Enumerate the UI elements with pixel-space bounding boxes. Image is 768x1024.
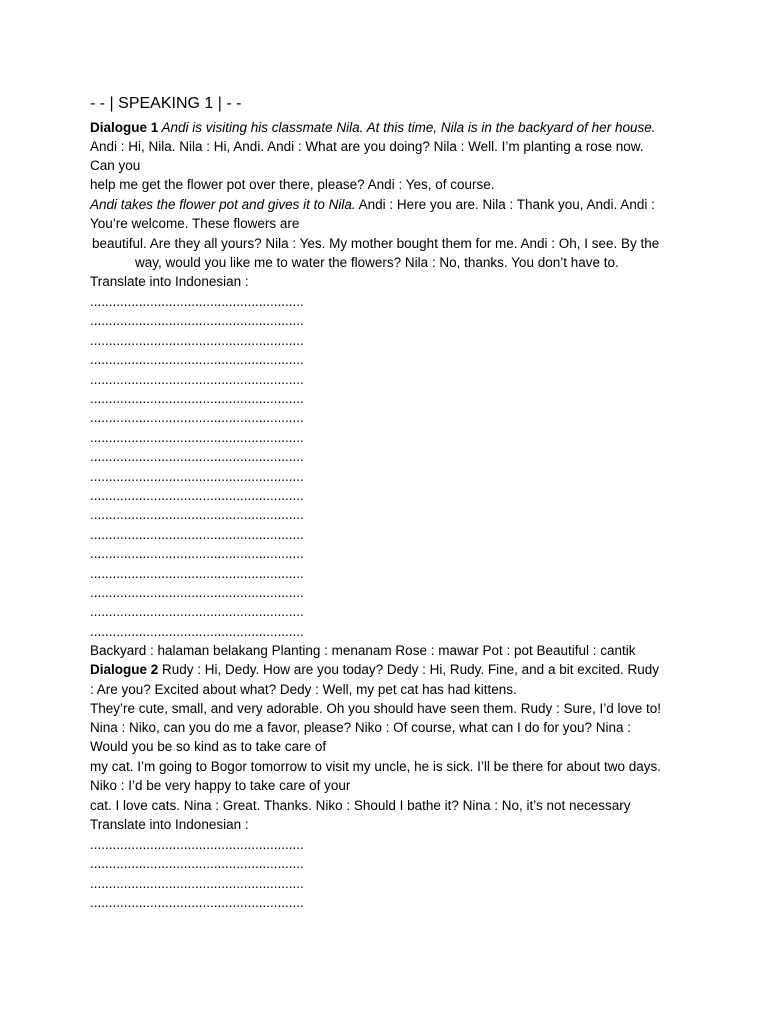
answer-dotted-line: ......................................................... — [90, 507, 304, 523]
dialogue2-line: Nina : Niko, can you do me a favor, please? Niko : Of course, what can I do for you? Nina : — [90, 720, 632, 735]
dialogue1-stage-line — [90, 195, 655, 214]
answer-dotted-line: ......................................................... — [90, 526, 304, 542]
dialogue1-line: help me get the flower pot over there, please? Andi : Yes, of course. — [90, 177, 495, 192]
dialogue2-first-line — [90, 660, 659, 679]
dialogue2-line: my cat. I’m going to Bogor tomorrow to visit my uncle, he is sick. I’ll be there for about two days. — [90, 759, 661, 774]
answer-dotted-line: ......................................................... — [90, 391, 304, 406]
answer-dotted-line: ......................................................... — [90, 837, 304, 852]
answer-dotted-line: ......................................................... — [90, 546, 304, 562]
answer-dotted-line: ......................................................... — [90, 856, 304, 872]
dialogue1-intro: Andi is visiting his classmate Nila. At this time, Nila is in the backyard of her house. — [158, 120, 656, 135]
dialogue2-line: cat. I love cats. Nina : Great. Thanks. Niko : Should I bathe it? Nina : No, it’s not necessary — [90, 798, 631, 813]
answer-dotted-line: ......................................................... — [90, 623, 304, 639]
dialogue1-line: way, would you like me to water the flowers? Nila : No, thanks. You don’t have to. — [135, 255, 619, 270]
dialogue2-line: They’re cute, small, and very adorable. Oh you should have seen them. Rudy : Sure, I’d love to! — [90, 701, 662, 716]
dialogue1-line: Andi : Here you are. Nila : Thank you, Andi. Andi : — [355, 197, 655, 212]
translate-instruction-1: Translate into Indonesian : — [90, 274, 249, 289]
answer-dotted-line: ......................................................... — [90, 604, 304, 620]
dialogue2-line: Would you be so kind as to take care of — [90, 739, 327, 754]
answer-dotted-line: ......................................................... — [90, 313, 304, 329]
translate-instruction-2: Translate into Indonesian : — [90, 817, 249, 832]
dialogue2-label: Dialogue 2 — [90, 662, 159, 677]
answer-dotted-line: ......................................................... — [90, 429, 304, 445]
dialogue1-stage-direction: Andi takes the flower pot and gives it to Nila. — [90, 197, 356, 212]
answer-dotted-line: ......................................................... — [90, 875, 304, 891]
dialogue2-line: : Are you? Excited about what? Dedy : Well, my pet cat has had kittens. — [90, 682, 517, 697]
dialogue1-line: beautiful. Are they all yours? Nila : Yes. My mother bought them for me. Andi : Oh, I see. By the — [92, 236, 660, 251]
answer-dotted-line: ......................................................... — [90, 371, 304, 387]
answer-dotted-line: ......................................................... — [90, 449, 304, 465]
page-title: - - | SPEAKING 1 | - - — [90, 95, 242, 112]
answer-dotted-line: ......................................................... — [90, 468, 304, 484]
dialogue1-line: Andi : Hi, Nila. Nila : Hi, Andi. Andi : What are you doing? Nila : Well. I’m planting a rose now. — [90, 139, 644, 154]
dialogue2-line: Rudy : Hi, Dedy. How are you today? Dedy : Hi, Rudy. Fine, and a bit excited. Rudy — [158, 662, 659, 677]
dialogue1-intro-line — [90, 118, 655, 137]
vocabulary-list: Backyard : halaman belakang Planting : menanam Rose : mawar Pot : pot Beautiful : cantik — [90, 643, 636, 658]
answer-dotted-line: ......................................................... — [90, 585, 304, 600]
dialogue1-line: Can you — [90, 158, 141, 173]
answer-dotted-line: ......................................................... — [90, 410, 304, 426]
answer-dotted-line: ......................................................... — [90, 895, 304, 911]
answer-dotted-line: ......................................................... — [90, 332, 304, 348]
dialogue1-line: You’re welcome. These flowers are — [90, 216, 300, 231]
dialogue1-label: Dialogue 1 — [90, 120, 159, 135]
dialogue2-line: Niko : I’d be very happy to take care of your — [90, 778, 351, 793]
answer-dotted-line: ......................................................... — [90, 294, 304, 309]
answer-dotted-line: ......................................................... — [90, 565, 304, 581]
answer-dotted-line: ......................................................... — [90, 488, 304, 503]
answer-dotted-line: ......................................................... — [90, 352, 304, 368]
